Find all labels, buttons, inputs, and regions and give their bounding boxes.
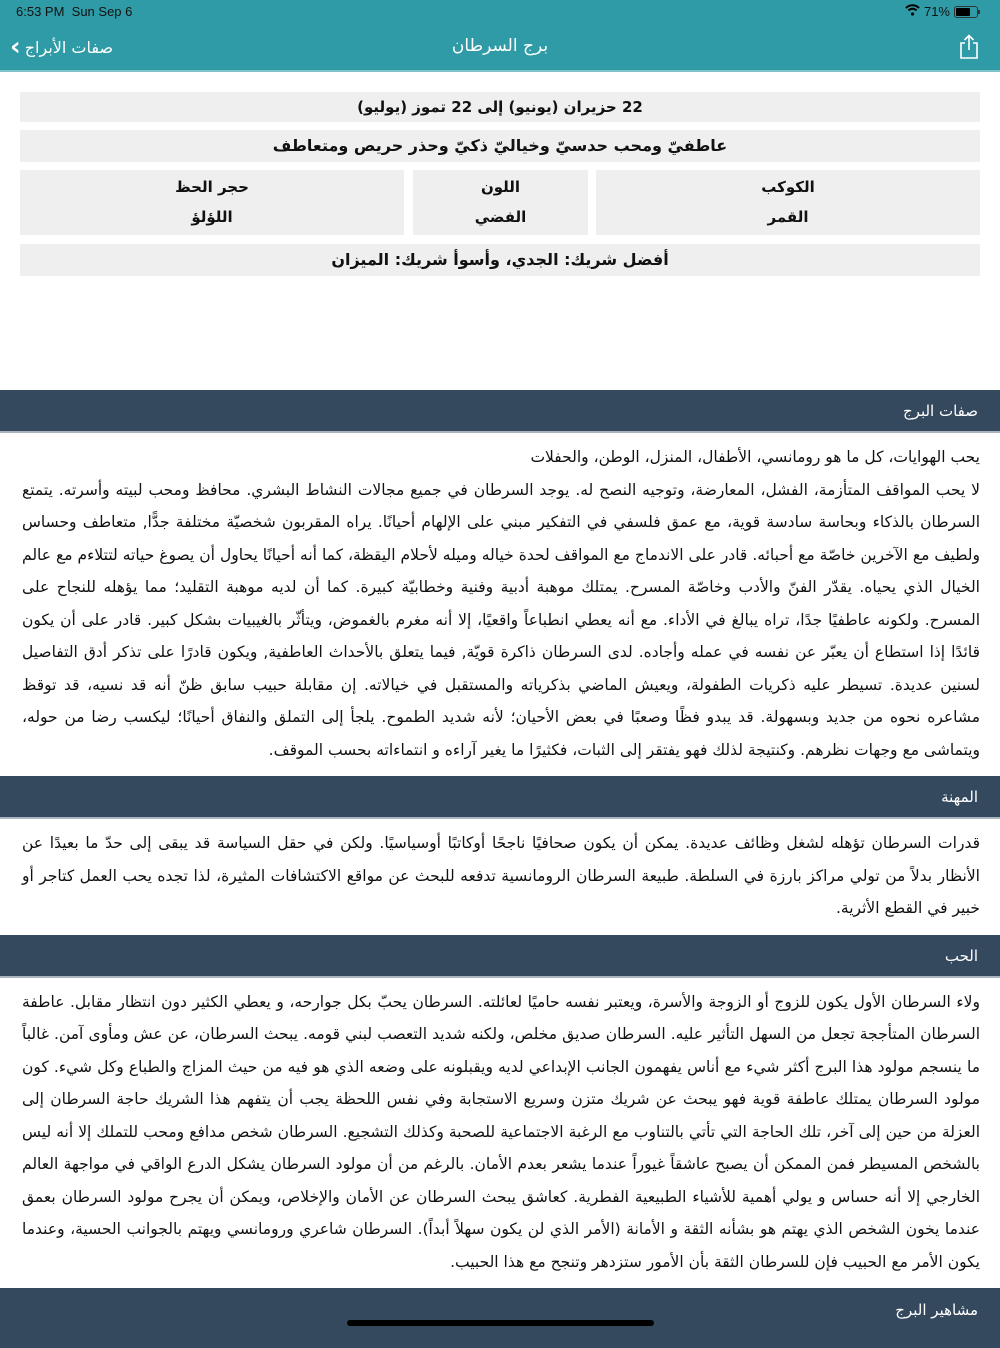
status-date: Sun Sep 6 bbox=[71, 4, 133, 19]
battery-icon bbox=[954, 6, 978, 18]
partners-box: أفضل شريك: الجدي، وأسوأ شريك: الميزان bbox=[20, 244, 980, 276]
section-love-text bbox=[22, 978, 980, 1289]
stone-cell bbox=[20, 170, 404, 235]
status-time: 6:53 PM Sun Sep 6 bbox=[16, 4, 133, 19]
stone-label: حجر الحظ bbox=[175, 178, 249, 196]
color-label: اللون bbox=[480, 178, 521, 196]
stone-value: اللؤلؤ bbox=[191, 208, 233, 226]
back-label: صفات الأبراج bbox=[24, 37, 114, 57]
section-header-love: الحب bbox=[0, 935, 1000, 978]
home-indicator[interactable] bbox=[347, 1320, 654, 1326]
paragraph: يحب الهوايات، كل ما هو رومانسي، الأطفال، المنزل، الوطن، والحفلات bbox=[530, 448, 980, 466]
dates-box: 22 حزيران (يونيو) إلى 22 تموز (يوليو) bbox=[20, 92, 980, 122]
section-traits-text bbox=[22, 433, 980, 776]
paragraph: قدرات السرطان تؤهله لشغل وظائف عديدة. يمكن أن يكون صحافيًا ناجحًا أوكاتبًا أوسياسيًا. ولكن في حقل السياسة قد يبقى إلى حدّ ما بعيدًا عن الأنظار بدلاً من تولي مراكز بارزة في السلطة. طبيعة السرطان الرومانسية تدفعه للبحث عن مواقع الاكتشافات المثيرة، لذا تجده يحب العمل كتاجر أو خبير في القطع الأثرية. bbox=[22, 834, 980, 917]
share-button[interactable] bbox=[958, 34, 980, 60]
color-cell bbox=[413, 170, 588, 235]
status-right bbox=[905, 4, 978, 19]
section-header-career: المهنة bbox=[0, 776, 1000, 819]
color-value: الفضي bbox=[474, 208, 527, 226]
planet-cell bbox=[596, 170, 980, 235]
section-header-celebrities[interactable]: مشاهير البرج bbox=[0, 1288, 1000, 1348]
page-title: برج السرطان bbox=[451, 36, 549, 56]
paragraph: ولاء السرطان الأول يكون للزوج أو الزوجة والأسرة، ويعتبر نفسه حاميًا لعائلته. السرطان يحبّ بكل جوارحه، و يعطي الكثير دون انتظار مقابل. عاطفة السرطان المتأججة تجعل من السهل التأثير عليه. السرطان صديق مخلص، ولكنه شديد التعصب لبني قومه. يبحث السرطان، عن عش ومأوى آمن. غالباً ما ينسجم مولود هذا البرج أكثر شيء مع أناس يفهمون الجانب الإبداعي لديه ويقبلونه على وضعه الذي هو فيه من حيث المزاج والطباع وكل شيء. كون مولود السرطان يمتلك عاطفة قوية فهو يبحث عن شريك متزن وسريع الاستجابة وفي نفس اللحظة يجب أن يتفهم هذا الشريك حاجة السرطان إلى العزلة من حين إلى آخر، تلك الحاجة التي تأتي بالتناوب مع الرغبة الاجتماعية للصحبة وكذلك التشجيع. السرطان شخص مدافع ومحب للتملك إلا أنه ليس بالشخص المسيطر فمن الممكن أن يصبح عاشقاً غيوراً عندما يشعر بعدم الأمان. بالرغم من أن مولود السرطان يشكل الدرع الواقي في مواجهة العالم الخارجي إلا أنه حساس و يولي أهمية للأشياء الطبيعية الفطرية. كعاشق يبحث السرطان عن الأمان والإخلاص، ويمكن أن يجرح مولود السرطان بعمق عندما يخون الشخص الذي يهتم هو بشأنه الثقة و الأمانة (الأمر الذي لن يكون سهلاً أبداً). السرطان شاعري ورومانسي ويهتم بالجوانب الحسية، وعندما يكون الأمر مع الحبيب فإن للسرطان الثقة بأن الأمور ستزدهر وتنجح مع هذا الحبيب. bbox=[22, 992, 980, 1271]
paragraph: لا يحب المواقف المتأزمة، الفشل، المعارضة، وتوجيه النصح له. يوجد السرطان في جميع مجالات النشاط البشري. محافظ ومحب لبيته وأسرته. يتمتع السرطان بالذكاء وبحاسة سادسة قوية، مع عمق فلسفي في التفكير مبني على الإلهام أحيانًا. يراه المقربون شخصيّة مختلفة جدًّا, متعاطف وحساس ولطيف مع الآخرين خاصّة مع أحبائه. قادر على الاندماج مع المواقف لحدة خياله وميله لأحلام اليقظة، كما أنه أحيانًا يحاول أن يصوغ حياته لتتلاءم مع عالم الخيال الذي يحياه. يقدّر الفنّ والأدب وخاصّة المسرح. يمتلك موهبة أدبية وفنية وخطابيّة كبيرة. كما أن لديه موهبة التقليد؛ مما يؤهله للنجاح على المسرح. ولكونه عاطفيًا جدًا، تراه يبالغ في الأداء. مع أنه يعطي انطباعاً واقعيًا، إلا أنه مغرم بالغموض، ويتأثّر بالغيبيات بشكل كبير. قادر على أن يكون قائدًا إذا استطاع أن يعبّر عن نفسه في عمله وأجاده. لدى السرطان ذاكرة قويّة, فيما يتعلق بالأحداث العاطفية, ويكون قادرًا على تذكر أدق التفاصيل لسنين عديدة. تسيطر عليه ذكريات الطفولة، ويعيش الماضي بذكرياته والمستقبل في خيالاته. إن مقابلة حبيب سابق ظنّ أنه قد نسيه، قد توقظ مشاعره نحوه من جديد وبسهولة. قد يبدو فظًا وصعبًا في بعض الأحيان؛ لأنه شديد الطموح. يلجأ إلى التملق والنفاق أحيانًا؛ ليكسب رضا من حوله، ويتماشى مع وجهات نظرهم. وكنتيجة لذلك فهو يفتقر إلى الثبات، فكثيرًا ما يغير آراءه و انتماءاته بحسب الموقف. bbox=[22, 480, 980, 759]
chevron-left-icon: ‹ bbox=[10, 32, 21, 62]
traits-box: عاطفيّ ومحب حدسيّ وخياليّ ذكيّ وحذر حريص ومتعاطف bbox=[20, 130, 980, 162]
info-panel bbox=[0, 72, 1000, 390]
share-icon bbox=[958, 34, 980, 60]
section-header-traits: صفات البرج bbox=[0, 390, 1000, 433]
wifi-icon bbox=[905, 4, 920, 19]
planet-value: القمر bbox=[767, 208, 809, 226]
section-career-text bbox=[22, 819, 980, 935]
battery-percent: 71% bbox=[923, 4, 950, 19]
header-bar bbox=[0, 0, 1000, 72]
planet-label: الكوكب bbox=[761, 178, 815, 196]
